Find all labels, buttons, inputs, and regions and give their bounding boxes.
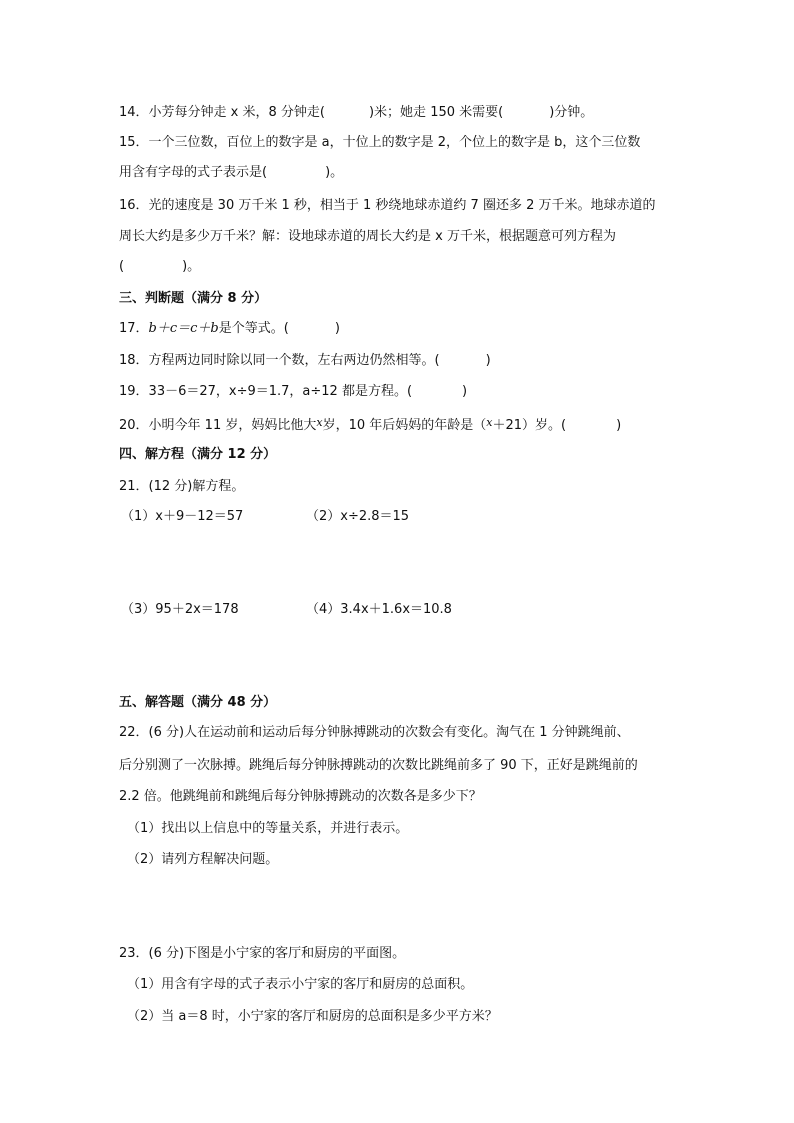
q21-part-2: （2）x÷2.8＝15	[306, 509, 410, 524]
q15-text-a: 用含有字母的式子表示是(	[119, 165, 268, 180]
q20-variable-x-2: x	[486, 416, 493, 429]
q16-line-3	[119, 258, 200, 276]
q20-line	[119, 414, 621, 435]
q14-text-c: )分钟。	[549, 105, 594, 120]
q19-line	[119, 383, 467, 401]
section-3-heading: 三、判断题（满分 8 分）	[119, 291, 268, 306]
q23-subquestion-2: （2）当 a＝8 时，小宁家的客厅和厨房的总面积是多少平方米？	[127, 1009, 498, 1024]
q21-part-1: （1）x＋9－12＝57	[121, 509, 244, 524]
q19-text-b: )	[462, 384, 468, 399]
q17-line	[119, 320, 340, 338]
q22-subquestion-1: （1）找出以上信息中的等量关系，并进行表示。	[127, 821, 409, 836]
q21-part-4: （4）3.4x＋1.6x＝10.8	[306, 602, 452, 617]
q20-variable-x-1: x	[316, 416, 323, 429]
q14-line	[119, 104, 593, 122]
q17-text-b: )	[334, 321, 340, 336]
q18-line	[119, 352, 491, 370]
section-5-heading: 五、解答题（满分 48 分）	[119, 695, 277, 710]
q15-line-1: 15．一个三位数，百位上的数字是 a，十位上的数字是 2，个位上的数字是 b，这个三位数	[119, 135, 641, 150]
q22-line-1: 22．(6 分)人在运动前和运动后每分钟脉搏跳动的次数会有变化。淘气在 1 分钟跳绳前、	[119, 725, 630, 740]
q23-line-1: 23．(6 分)下图是小宁家的客厅和厨房的平面图。	[119, 946, 406, 961]
q18-text-b: )	[485, 353, 491, 368]
q19-text-a: 19．33－6＝27，x÷9＝1.7，a÷12 都是方程。(	[119, 384, 413, 399]
q20-text-b: 岁，10 年后妈妈的年龄是（	[322, 418, 487, 433]
q17-number: 17．	[119, 321, 149, 336]
q16-text-b: )。	[182, 259, 201, 274]
q20-text-a: 20．小明今年 11 岁，妈妈比他大	[119, 418, 317, 433]
q14-text-b: )米；她走 150 米需要(	[368, 105, 504, 120]
q21-title: 21．(12 分)解方程。	[119, 479, 245, 494]
q15-text-b: )。	[325, 165, 344, 180]
section-4-heading: 四、解方程（满分 12 分）	[119, 447, 277, 462]
q16-text-a: (	[119, 259, 125, 274]
q23-subquestion-1: （1）用含有字母的式子表示小宁家的客厅和厨房的总面积。	[127, 977, 474, 992]
q20-text-c: ＋21）岁。(	[492, 418, 567, 433]
q17-expression: b＋c＝c＋b	[148, 321, 219, 336]
q22-line-2: 后分别测了一次脉搏。跳绳后每分钟脉搏跳动的次数比跳绳前多了 90 下，正好是跳绳前的	[119, 758, 638, 773]
q21-part-3: （3）95＋2x＝178	[121, 602, 239, 617]
q20-text-d: )	[616, 418, 622, 433]
q22-line-3: 2.2 倍。他跳绳前和跳绳后每分钟脉搏跳动的次数各是多少下？	[119, 789, 482, 804]
q17-text-a: 是个等式。(	[218, 321, 289, 336]
q22-subquestion-2: （2）请列方程解决问题。	[127, 852, 279, 867]
q16-line-2: 周长大约是多少万千米？解：设地球赤道的周长大约是 x 万千米，根据题意可列方程为	[119, 229, 616, 244]
q18-text-a: 18．方程两边同时除以同一个数，左右两边仍然相等。(	[119, 353, 440, 368]
q16-line-1: 16．光的速度是 30 万千米 1 秒，相当于 1 秒绕地球赤道约 7 圈还多 2 万千米。地球赤道的	[119, 198, 656, 213]
q14-text-a: 14．小芳每分钟走 x 米，8 分钟走(	[119, 105, 325, 120]
q15-line-2	[119, 164, 343, 182]
